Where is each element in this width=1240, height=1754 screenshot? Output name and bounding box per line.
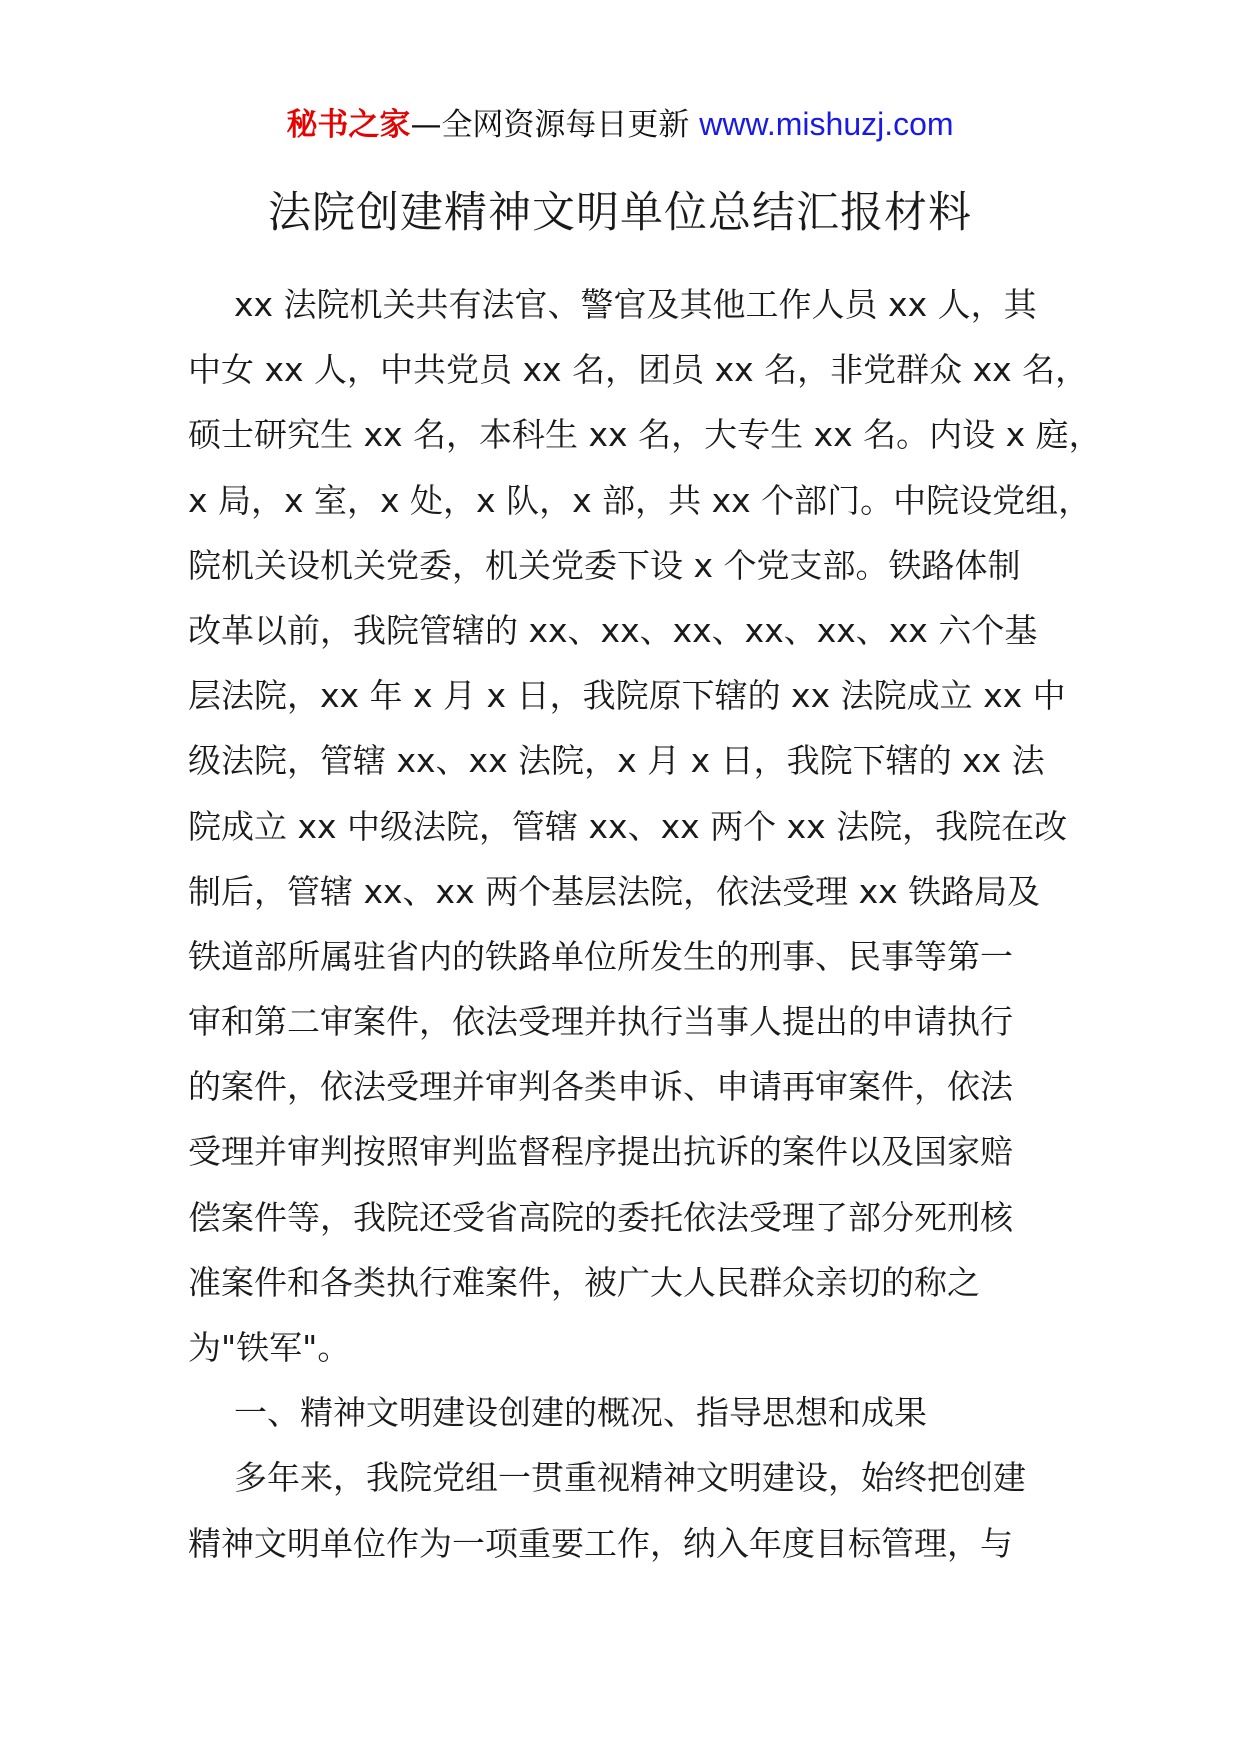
- document-title: 法院创建精神文明单位总结汇报材料: [268, 188, 972, 238]
- text-line: 偿案件等，我院还受省高院的委托依法受理了部分死刑核: [188, 1197, 1013, 1237]
- site-tagline: —全网资源每日更新: [410, 107, 690, 143]
- text-line: 硕士研究生 xx 名，本科生 xx 名，大专生 xx 名。内设 x 庭，: [188, 415, 1102, 455]
- text-line: 为"铁军"。: [188, 1328, 351, 1367]
- text-line: 层法院，xx 年 x 月 x 日，我院原下辖的 xx 法院成立 xx 中: [188, 676, 1066, 716]
- text-line: 准案件和各类执行难案件，被广大人民群众亲切的称之: [188, 1262, 980, 1302]
- text-line: 院机关设机关党委，机关党委下设 x 个党支部。铁路体制: [188, 545, 1021, 585]
- text-line: 级法院，管辖 xx、xx 法院，x 月 x 日，我院下辖的 xx 法: [188, 741, 1045, 781]
- text-line: 审和第二审案件，依法受理并执行当事人提出的申请执行: [188, 1002, 1013, 1042]
- site-header: [0, 104, 1240, 145]
- site-brand: 秘书之家: [286, 107, 411, 143]
- text-line: 制后，管辖 xx、xx 两个基层法院，依法受理 xx 铁路局及: [188, 871, 1041, 911]
- site-url-link[interactable]: www.mishuzj.com: [699, 106, 954, 142]
- document-body: [188, 272, 1102, 1576]
- text-line: xx 法院机关共有法官、警官及其他工作人员 xx 人，其: [234, 285, 1037, 324]
- text-line: 的案件，依法受理并审判各类申诉、申请再审案件，依法: [188, 1067, 1013, 1107]
- text-line: 院成立 xx 中级法院，管辖 xx、xx 两个 xx 法院，我院在改: [188, 806, 1068, 846]
- text-line: 改革以前，我院管辖的 xx、xx、xx、xx、xx、xx 六个基: [188, 610, 1038, 650]
- text-line: 受理并审判按照审判监督程序提出抗诉的案件以及国家赔: [188, 1132, 1013, 1172]
- text-line: 中女 xx 人，中共党员 xx 名，团员 xx 名，非党群众 xx 名，: [188, 350, 1089, 390]
- text-line: x 局，x 室，x 处，x 队，x 部，共 xx 个部门。中院设党组，: [188, 480, 1092, 520]
- text-line: 精神文明单位作为一项重要工作，纳入年度目标管理，与: [188, 1523, 1013, 1563]
- text-line: 铁道部所属驻省内的铁路单位所发生的刑事、民事等第一: [188, 936, 1013, 976]
- text-line: 多年来，我院党组一贯重视精神文明建设，始终把创建: [234, 1458, 1026, 1498]
- section-heading: 一、精神文明建设创建的概况、指导思想和成果: [234, 1393, 927, 1433]
